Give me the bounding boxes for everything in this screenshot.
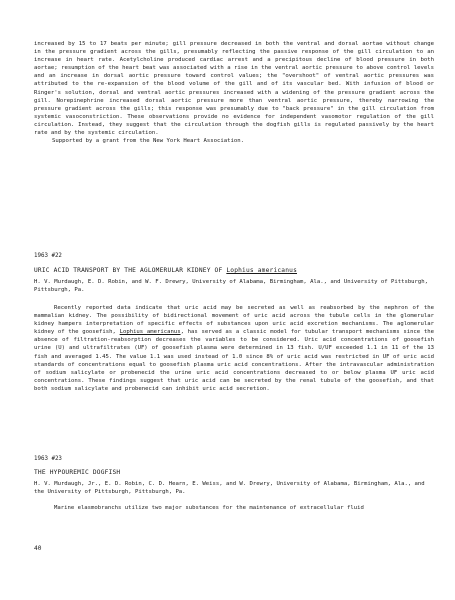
abstract-title <box>34 267 434 275</box>
continued-abstract <box>34 40 434 145</box>
abstract-body-part: Recently reported data indicate that uric acid may be secreted as well as reabsorbed by the nephron of the mammalian kidney. The possibility of bidirectional movement of uric acid across the tubule cells in the glomerular kidney hampers interpretation of specific effects of substances upon uric acid excretion mechanisms. The aglomerular kidney of the goosefish, <box>34 305 434 336</box>
abstract-title-species: Lophius americanus <box>226 267 297 274</box>
abstract-body: Marine elasmobranchs utilize two major substances for the maintenance of extracellular fluid <box>54 505 364 511</box>
acknowledgement: Supported by a grant from the New York Heart Association. <box>52 138 244 145</box>
abstract-number: 1963 #22 <box>34 253 62 259</box>
author-line: H. V. Murdaugh, Jr., E. D. Robin, C. D. Hearn, E. Weiss, and W. Drewry, University of Alabama, Birmingham, Ala., and the University of Pittsburgh, Pittsburgh, Pa. <box>34 481 425 495</box>
species-name: Lophius americanus <box>119 329 181 336</box>
abstract-22 <box>34 252 434 393</box>
author-line: H. V. Murdaugh, E. D. Robin, and W. F. Drewry, University of Alabama, Birmingham, Ala., and University of Pittsburgh, Pittsburgh, Pa. <box>34 279 429 293</box>
continued-paragraph: increased by 15 to 17 beats per minute; gill pressure decreased in both the ventral and dorsal aortae without change in the pressure gradient across the gills, presumably reflecting the passive response of the gill circulation to an increase in heart rate. Acetylcholine produced cardiac arrest and a precipitous decline of blood pressure in both aortae; resumption of the heart beat was associated with a rise in the ventral aortic pressure to above control levels and an increase in dorsal aortic pressure toward control values; the "overshoot" of ventral aortic pressures was attributed to the re-expansion of the blood volume of the gill and of its vascular bed. With infusion of blood or Ringer's solution, dorsal and ventral aortic pressures increased with a widening of the pressure gradient across the gill. Norepinephrine increased dorsal aortic pressure more than ventral aortic pressure, thereby narrowing the pressure gradient across the gills; this response was presumably due to "back pressure" in the gill circulation from systemic vasoconstriction. These observations provide no evidence for independent vasomotor regulation of the gill circulation. Instead, they suggest that the circulation through the dogfish gills is regulated passively by the heart rate and by the systemic circulation. <box>34 41 434 137</box>
abstract-number: 1963 #23 <box>34 456 62 462</box>
page-number: 40 <box>34 545 42 552</box>
abstract-body <box>34 304 434 393</box>
abstract-body-part: , has served as a classic model for tubular transport mechanisms since the absence of filtration-reabsorption decreases the variables to be considered. Uric acid concentrations of goosefish urine (U) and ultrafiltrates (UF) of goosefish plasma were determined in 13 fish. U/UF exceeded 1.1 in 11 of the 13 fish and averaged 1.45. The value 1.1 was used instead of 1.0 since 8% of uric acid was restricted in UF of uric acid standards of concentrations equal to goosefish plasma uric acid concentrations. After the intravascular administration of sodium salicylate or probenecid the urine uric acid concentrations decreased to or below plasma UF uric acid concentrations. These findings suggest that uric acid can be secreted by the renal tubule of the goosefish, and that both sodium salicylate and probenecid can inhibit uric acid secretion. <box>34 329 434 392</box>
abstract-title: THE HYPOUREMIC DOGFISH <box>34 469 121 476</box>
abstract-23 <box>34 455 434 512</box>
abstract-title-text: URIC ACID TRANSPORT BY THE AGLOMERULAR KIDNEY OF <box>34 267 227 274</box>
